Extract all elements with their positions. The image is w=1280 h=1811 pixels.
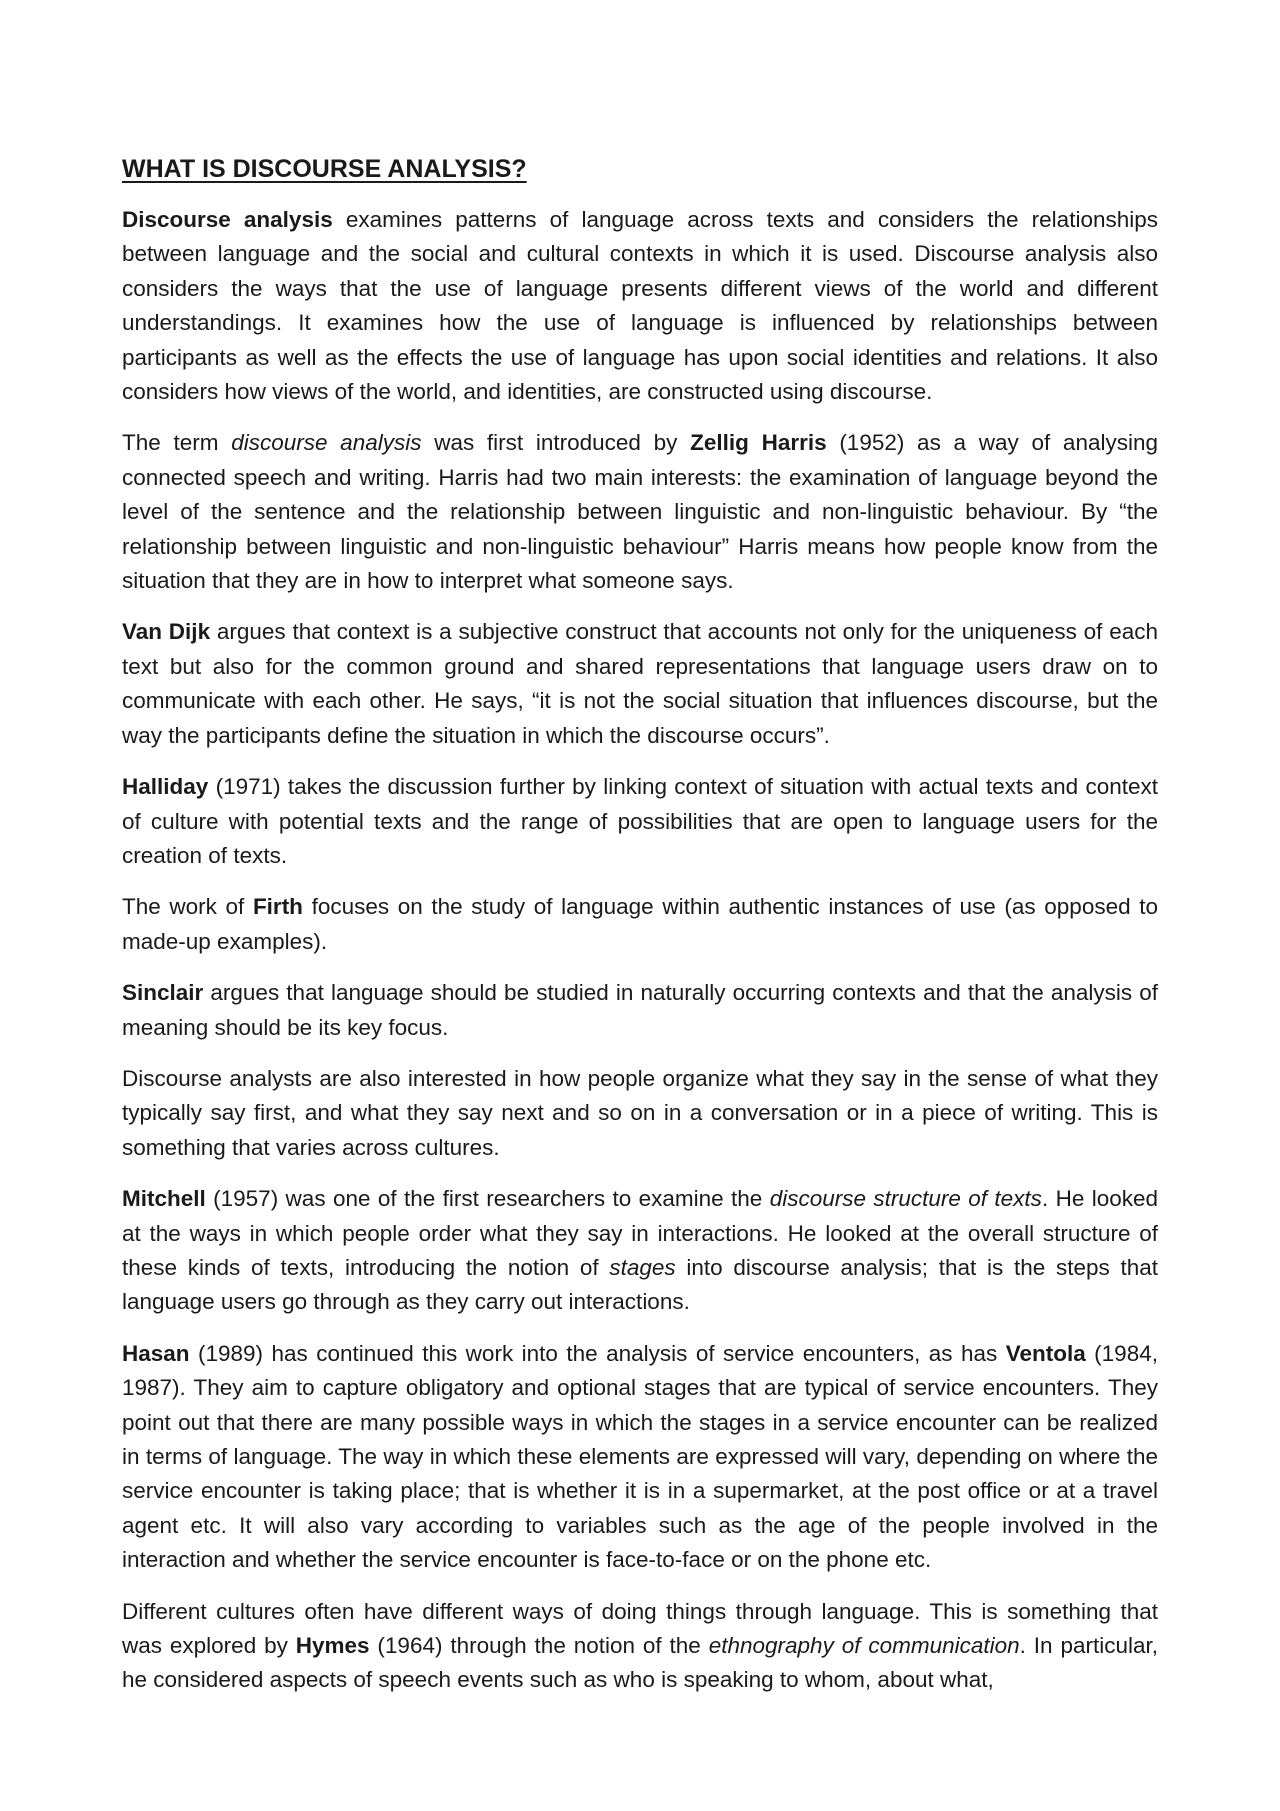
paragraph-text: argues that language should be studied in naturally occurring contexts and that the analysis of meaning should be its key focus.: [122, 980, 1158, 1040]
paragraph-text: Discourse analysts are also interested in how people organize what they say in the sense of what they typically say first, and what they say next and so on in a conversation or in a piece of writing. This is something that varies across cultures.: [122, 1065, 1158, 1160]
paragraph-text: Different cultures often have different ways of doing things through language. This is something that was explored by: [122, 1598, 1158, 1659]
term-italic: stages: [609, 1254, 676, 1280]
paragraph-text: was first introduced by: [421, 430, 691, 456]
paragraph-hasan: [122, 1337, 1158, 1578]
author-name: Sinclair: [122, 980, 204, 1006]
paragraph-text: The term: [122, 430, 232, 456]
term-italic: ethnography of communication: [708, 1633, 1020, 1659]
author-name: Firth: [252, 894, 303, 920]
author-name: Mitchell: [122, 1186, 206, 1212]
paragraph-text: argues that context is a subjective construct that accounts not only for the uniqueness of each text but also for the common ground and shared representations that language users draw on to communicate with each other. He says, “it is not the social situation that influences discourse, but the way the participants define the situation in which the discourse occurs”.: [122, 619, 1158, 748]
paragraph-hymes: [122, 1595, 1158, 1698]
author-name: Van Dijk: [122, 619, 211, 645]
paragraph-text: . In particular, he considered aspects of speech events such as who is speaking to whom, about what,: [122, 1633, 1159, 1693]
paragraph-text: (1957) was one of the first researchers to examine the: [205, 1186, 770, 1212]
paragraph-van-dijk: [122, 615, 1158, 753]
paragraph-text: (1964) through the notion of the: [369, 1633, 709, 1659]
term-bold: Discourse analysis: [122, 207, 333, 232]
paragraph-mitchell: [122, 1182, 1158, 1320]
paragraph-text: (1971) takes the discussion further by linking context of situation with actual texts and context of culture with potential texts and the range of possibilities that are open to language users for the creation of texts.: [122, 774, 1158, 868]
paragraph-discourse-analysis: [122, 203, 1158, 409]
author-name: Zellig Harris: [690, 430, 827, 456]
paragraph-text: into discourse analysis; that is the steps that language users go through as they carry out interactions.: [122, 1254, 1158, 1315]
paragraph-text: (1989) has continued this work into the analysis of service encounters, as has: [189, 1340, 1006, 1366]
author-name: Hymes: [295, 1633, 370, 1659]
author-name: Ventola: [1005, 1340, 1086, 1366]
paragraph-text: . He looked at the ways in which people order what they say in interactions. He looked at the overall structure of these kinds of texts, introducing the notion of: [122, 1186, 1159, 1280]
paragraph-text: examines patterns of language across texts and considers the relationships between language and the social and cultural contexts in which it is used. Discourse analysis also considers the ways that the use of language presents different views of the world and different understandings. It examines how the use of language is influenced by relationships between participants as well as the effects the use of language has upon social identities and relations. It also considers how views of the world, and identities, are constructed using discourse.: [122, 207, 1158, 405]
paragraph-discourse-analysts: [122, 1062, 1158, 1165]
paragraph-zellig-harris: [122, 426, 1158, 598]
author-name: Hasan: [122, 1340, 190, 1366]
page-title: WHAT IS DISCOURSE ANALYSIS?: [122, 155, 527, 183]
paragraph-text: focuses on the study of language within authentic instances of use (as opposed to made-up examples).: [122, 894, 1159, 954]
author-name: Halliday: [122, 774, 209, 800]
document-page: [122, 152, 1158, 1715]
paragraph-firth: [122, 890, 1158, 959]
term-italic: discourse analysis: [231, 430, 422, 456]
paragraph-text: (1952) as a way of analysing connected speech and writing. Harris had two main interests: the examination of language beyond the level of the sentence and the relationship between linguistic and non-linguistic behaviour. By “the relationship between linguistic and non-linguistic behaviour” Harris means how people know from the situation that they are in how to interpret what someone says.: [122, 430, 1158, 594]
paragraph-halliday: [122, 770, 1158, 873]
paragraph-text: The work of: [122, 894, 253, 920]
paragraph-sinclair: [122, 976, 1158, 1045]
paragraph-text: (1984, 1987). They aim to capture obligatory and optional stages that are typical of service encounters. They point out that there are many possible ways in which the stages in a service encounter can be realized in terms of language. The way in which these elements are expressed will vary, depending on where the service encounter is taking place; that is whether it is in a supermarket, at the post office or at a travel agent etc. It will also vary according to variables such as the age of the people involved in the interaction and whether the service encounter is face-to-face or on the phone etc.: [122, 1340, 1158, 1573]
term-italic: discourse structure of texts: [769, 1186, 1042, 1212]
